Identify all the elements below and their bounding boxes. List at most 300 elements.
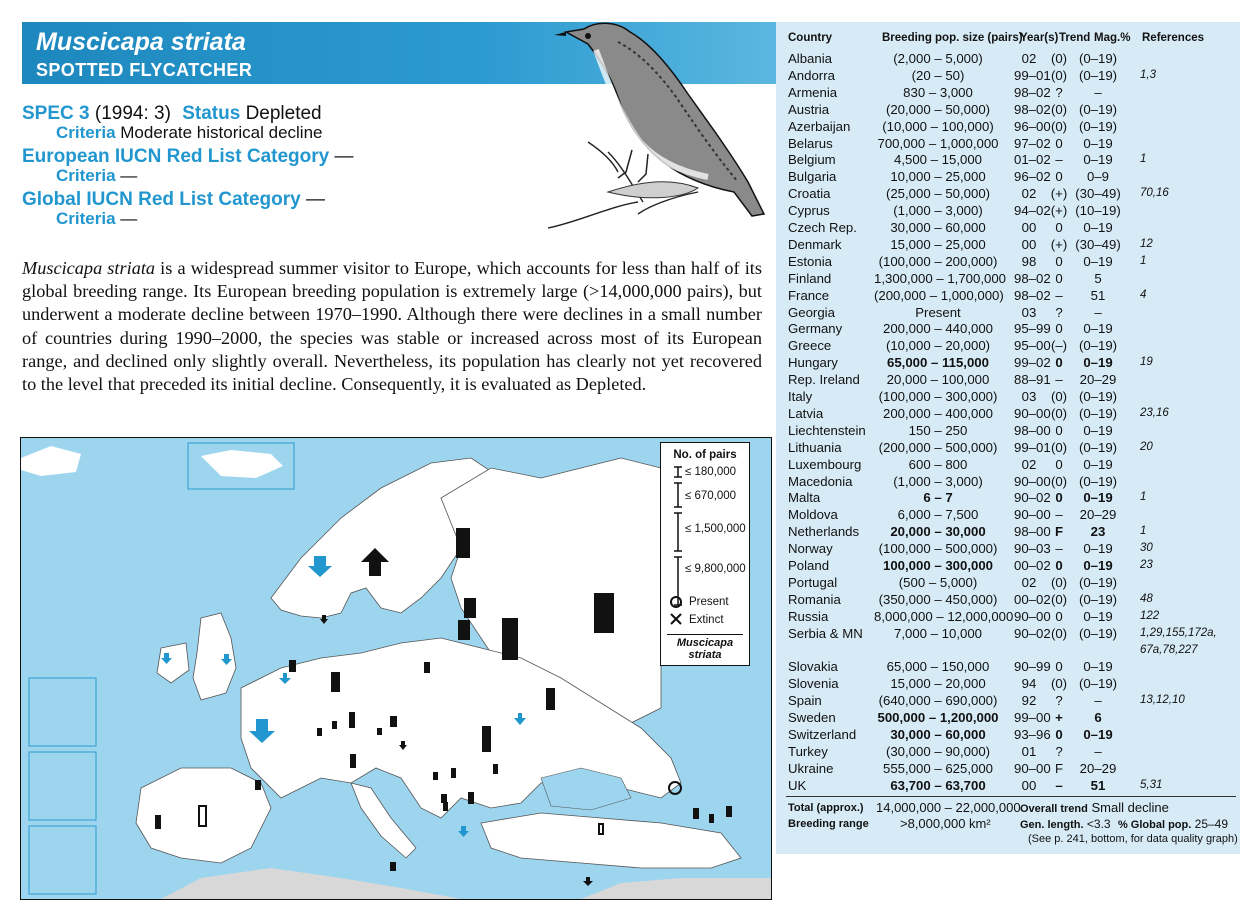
cell-pop: (350,000 – 450,000) — [878, 591, 998, 607]
cell-pop: 15,000 – 20,000 — [890, 676, 986, 692]
cell-pop: 500,000 – 1,200,000 — [877, 710, 999, 726]
cell-pop: 600 – 800 — [908, 456, 968, 472]
cell-refs: 70,16 — [1140, 187, 1169, 200]
cell-mag: 0–19 — [1083, 152, 1113, 168]
land-north-africa — [161, 868, 461, 899]
range-label: Breeding range — [788, 818, 869, 830]
cell-years: 92 — [1021, 693, 1037, 709]
criteria-value: Moderate historical decline — [120, 123, 323, 142]
intro-paragraph — [22, 257, 762, 396]
th-refs: References — [1142, 32, 1205, 44]
cell-country: Serbia & MN — [788, 625, 863, 641]
bird-illustration — [548, 2, 784, 234]
cell-mag: (0–19) — [1078, 473, 1118, 489]
cell-mag: 0–19 — [1083, 355, 1113, 371]
cell-mag: 0–19 — [1083, 558, 1113, 573]
cell-years: 90–99 — [1014, 659, 1051, 675]
cell-years: 98–02 — [1014, 287, 1051, 303]
cell-mag: – — [1094, 693, 1102, 709]
cell-trend: 0 — [1055, 608, 1063, 624]
caspian-sea — [726, 738, 761, 838]
cell-country: Turkey — [788, 743, 828, 759]
cell-years: 94 — [1021, 676, 1037, 692]
cell-country: Russia — [788, 608, 829, 624]
cell-mag: 0–19 — [1083, 659, 1113, 675]
cell-mag: (0–19) — [1078, 67, 1118, 83]
cell-country: Hungary — [788, 355, 838, 371]
cell-trend: (0) — [1050, 67, 1068, 83]
criteria-line — [56, 123, 322, 143]
land-italy — [351, 783, 416, 858]
cell-years: 98–02 — [1014, 84, 1051, 100]
cell-mag: (0–19) — [1078, 591, 1118, 607]
spec-line — [22, 103, 322, 125]
total-value: 14,000,000 – 22,000,000 — [876, 800, 1021, 815]
cell-country: Denmark — [788, 236, 842, 252]
footer-rule — [786, 796, 1236, 797]
cell-pop: 10,000 – 25,000 — [890, 169, 986, 185]
cell-years: 95–00 — [1014, 338, 1051, 354]
cell-country: Bulgaria — [788, 169, 837, 185]
cell-country: Croatia — [788, 186, 831, 202]
cell-trend: – — [1055, 287, 1063, 303]
cell-country: Macedonia — [788, 473, 853, 489]
map-inset-azores — [29, 678, 96, 746]
cell-pop: 1,300,000 – 1,700,000 — [874, 270, 1006, 286]
cell-trend: (0) — [1050, 676, 1068, 692]
cell-years: 00–02 — [1014, 591, 1051, 607]
cell-years: 98 — [1021, 253, 1037, 269]
land-middle-east — [581, 878, 771, 899]
legend-divider — [667, 634, 743, 635]
cell-pop: Present — [915, 304, 961, 320]
cell-country: Austria — [788, 101, 830, 117]
population-table-panel — [776, 22, 1240, 854]
cell-pop: (20 – 50) — [911, 67, 965, 83]
global-criteria-line — [56, 209, 137, 229]
cell-years: 90–00 — [1014, 473, 1051, 489]
legend-scale-bars — [671, 465, 685, 613]
cell-pop: 830 – 3,000 — [903, 84, 973, 100]
cell-country: Norway — [788, 541, 833, 557]
total-label: Total (approx.) — [788, 802, 864, 814]
cell-country: Luxembourg — [788, 456, 862, 472]
land-turkey — [481, 813, 741, 868]
cell-pop: 8,000,000 – 12,000,000 — [874, 608, 1014, 624]
cell-refs: 1 — [1140, 153, 1147, 166]
cell-mag: 51 — [1090, 777, 1106, 793]
cell-pop: 7,000 – 10,000 — [894, 625, 982, 641]
cell-pop: (10,000 – 100,000) — [882, 118, 994, 134]
land-iceland — [21, 446, 81, 476]
spec-label: SPEC 3 — [22, 103, 90, 124]
cell-mag: 0–19 — [1083, 456, 1113, 472]
cell-pop: 700,000 – 1,000,000 — [877, 135, 999, 151]
cell-years: 01–02 — [1014, 152, 1051, 168]
cell-years: 96–00 — [1014, 118, 1051, 134]
gen-value: <3.3 — [1086, 817, 1111, 831]
cell-mag: 5 — [1094, 270, 1102, 286]
legend-extinct: Extinct — [689, 614, 724, 626]
cell-trend: (0) — [1050, 118, 1068, 134]
cell-trend: F — [1054, 760, 1064, 776]
cell-pop: 150 – 250 — [908, 422, 968, 438]
global-iucn-value: — — [305, 189, 325, 210]
cell-country: Lithuania — [788, 439, 842, 455]
cell-country: Netherlands — [788, 524, 860, 540]
cell-pop: (500 – 5,000) — [898, 574, 978, 590]
land-ireland — [157, 643, 189, 683]
cell-mag: – — [1094, 304, 1102, 320]
cell-country: France — [788, 287, 830, 303]
cell-mag: (0–19) — [1078, 439, 1118, 455]
cell-years: 02 — [1021, 456, 1037, 472]
cell-mag: (30–49) — [1075, 236, 1121, 252]
cell-years: 98–02 — [1014, 270, 1051, 286]
cell-trend: 0 — [1055, 270, 1063, 286]
gen-length-line — [1020, 817, 1228, 831]
species-latin-name: Muscicapa striata — [36, 28, 246, 56]
cell-years: 98–00 — [1014, 524, 1051, 540]
cell-refs: 12 — [1140, 237, 1153, 250]
cell-trend: – — [1055, 777, 1063, 793]
intro-text: is a widespread summer visitor to Europe, which accounts for less than half of its global breeding range. Its European breeding population is extremely large (>14,000,000 pairs), but underwent a moderate decline between 1970–1990. Although there were declines in a small number of countries during 1990–2000, the species was stable or increased across most of its European range, and declined only slightly overall. Nevertheless, its population has clearly not yet recovered to the level that preceded its initial decline. Consequently, it is evaluated as Depleted. — [22, 258, 763, 395]
cell-country: Liechtenstein — [788, 422, 866, 438]
cell-years: 02 — [1021, 51, 1037, 66]
cell-trend: (–) — [1050, 338, 1068, 354]
cell-trend: (0) — [1050, 51, 1068, 66]
cell-mag: 20–29 — [1079, 760, 1117, 776]
cell-trend: – — [1055, 507, 1063, 523]
global-criteria-label: Criteria — [56, 209, 116, 228]
cell-pop: 4,500 – 15,000 — [894, 152, 982, 168]
global-pop-label: % Global pop. — [1117, 819, 1192, 831]
cell-refs: 1 — [1140, 491, 1147, 504]
cell-refs: 1 — [1140, 525, 1147, 538]
cell-trend: 0 — [1055, 456, 1063, 472]
cell-years: 00 — [1021, 777, 1037, 793]
legend-item-4: ≤ 9,800,000 — [685, 563, 746, 575]
cell-refs: 20 — [1140, 440, 1153, 453]
cell-trend: F — [1054, 524, 1064, 540]
cell-years: 90–00 — [1014, 507, 1051, 523]
cell-years: 90–00 — [1014, 405, 1051, 421]
cell-country: Switzerland — [788, 727, 857, 742]
cell-pop: (200,000 – 1,000,000) — [874, 287, 1004, 303]
legend-symbols — [669, 595, 685, 627]
cell-trend: 0 — [1055, 169, 1063, 185]
cell-mag: – — [1094, 743, 1102, 759]
cell-years: 95–99 — [1014, 321, 1051, 337]
cell-years: 01 — [1021, 743, 1037, 759]
overall-label: Overall trend — [1020, 803, 1088, 815]
legend-title: No. of pairs — [673, 449, 737, 461]
cell-mag: 0–19 — [1083, 541, 1113, 557]
cell-pop: 30,000 – 60,000 — [890, 220, 986, 235]
cell-refs: 1 — [1140, 254, 1147, 267]
cell-mag: 23 — [1090, 524, 1106, 540]
cell-trend: (0) — [1050, 405, 1068, 421]
legend-item-3: ≤ 1,500,000 — [685, 523, 746, 535]
cell-years: 98–00 — [1014, 422, 1051, 438]
cell-country: Georgia — [788, 304, 835, 320]
cell-years: 99–00 — [1014, 710, 1051, 726]
cell-country: Ukraine — [788, 760, 834, 776]
range-value: >8,000,000 km² — [900, 816, 991, 831]
cell-trend: (0) — [1050, 473, 1068, 489]
cell-country: UK — [788, 777, 807, 793]
cell-years: 99–01 — [1014, 67, 1051, 83]
global-criteria-value: — — [120, 209, 138, 228]
cell-mag: 0–19 — [1083, 422, 1113, 438]
cell-years: 93–96 — [1014, 727, 1051, 742]
cell-years: 00 — [1021, 220, 1037, 235]
cell-refs: 5,31 — [1140, 778, 1163, 791]
cell-country: Belarus — [788, 135, 833, 151]
cell-trend: – — [1055, 152, 1063, 168]
cell-country: Albania — [788, 51, 832, 66]
cell-refs: 4 — [1140, 288, 1147, 301]
cell-mag: (0–19) — [1078, 101, 1118, 117]
eu-iucn-value: — — [334, 146, 354, 167]
cell-years: 00–02 — [1014, 558, 1051, 573]
intro-species: Muscicapa striata — [22, 258, 156, 278]
cell-refs: 23,16 — [1140, 406, 1169, 419]
cell-mag: (0–19) — [1078, 338, 1118, 354]
cell-trend: (0) — [1050, 625, 1068, 641]
cell-mag: (0–19) — [1078, 389, 1118, 404]
cell-mag: 6 — [1094, 710, 1102, 726]
cell-pop: (20,000 – 50,000) — [885, 101, 991, 117]
global-pop-value: 25–49 — [1194, 817, 1229, 831]
cell-mag: (0–19) — [1078, 51, 1118, 66]
cell-pop: 30,000 – 60,000 — [890, 727, 986, 742]
cell-country: Estonia — [788, 253, 832, 269]
cell-years: 03 — [1021, 389, 1037, 404]
cell-trend: 0 — [1055, 490, 1063, 506]
eu-iucn-line — [22, 146, 354, 168]
cell-trend: (0) — [1050, 574, 1068, 590]
cell-pop: (1,000 – 3,000) — [893, 203, 983, 219]
cell-trend: 0 — [1055, 659, 1063, 675]
cell-country: Romania — [788, 591, 841, 607]
cell-country: Poland — [788, 558, 830, 573]
cell-country: Slovakia — [788, 659, 838, 675]
cell-refs: 122 — [1140, 609, 1160, 622]
cell-pop: 20,000 – 100,000 — [886, 372, 990, 388]
cell-pop: 200,000 – 400,000 — [882, 405, 993, 421]
cell-mag: 51 — [1090, 287, 1106, 303]
cell-refs: 23 — [1140, 559, 1153, 571]
legend-item-1: ≤ 180,000 — [685, 466, 737, 478]
status-value: Depleted — [245, 103, 322, 124]
cell-country: Latvia — [788, 405, 824, 421]
cell-trend: 0 — [1055, 422, 1063, 438]
cell-years: 96–02 — [1014, 169, 1051, 185]
status-label: Status — [182, 103, 241, 124]
cell-mag: 0–19 — [1083, 135, 1113, 151]
cell-trend: ? — [1055, 743, 1063, 759]
cell-trend: – — [1055, 372, 1063, 388]
cell-country: Azerbaijan — [788, 118, 851, 134]
map-legend — [660, 442, 750, 666]
cell-trend: 0 — [1055, 355, 1063, 371]
cell-mag: 20–29 — [1079, 372, 1117, 388]
cell-mag: 0–9 — [1086, 169, 1109, 185]
cell-refs: 1,29,155,172a, — [1140, 626, 1217, 639]
cell-years: 94–02 — [1014, 203, 1051, 219]
cell-years: 99–02 — [1014, 355, 1051, 371]
cell-pop: (100,000 – 300,000) — [878, 389, 998, 404]
legend-item-2: ≤ 670,000 — [685, 490, 737, 502]
cell-country: Finland — [788, 270, 832, 286]
cell-pop: 15,000 – 25,000 — [890, 236, 986, 252]
spec-value: (1994: 3) — [94, 103, 171, 124]
cell-country: Slovenia — [788, 676, 839, 692]
cell-country: Italy — [788, 389, 813, 404]
cell-mag: 0–19 — [1083, 253, 1113, 269]
cell-trend: 0 — [1055, 558, 1063, 573]
cell-years: 90–00 — [1014, 760, 1051, 776]
cell-refs: 48 — [1140, 592, 1153, 605]
cell-mag: – — [1094, 84, 1102, 100]
th-country: Country — [788, 32, 833, 44]
cell-mag: (30–49) — [1075, 186, 1121, 202]
cell-pop: (30,000 – 90,000) — [885, 743, 991, 759]
cell-country: Sweden — [788, 710, 836, 726]
cell-country: Portugal — [788, 574, 838, 590]
cell-trend: (+) — [1050, 236, 1068, 252]
eu-criteria-line — [56, 166, 137, 186]
legend-species — [661, 637, 749, 661]
cell-country: Armenia — [788, 84, 838, 100]
cell-refs-continued: 67a,78,227 — [1140, 643, 1198, 656]
cell-country: Czech Rep. — [788, 220, 857, 235]
cell-years: 90–00 — [1014, 608, 1051, 624]
cell-trend: 0 — [1055, 135, 1063, 151]
cell-pop: 63,700 – 63,700 — [890, 777, 986, 793]
cell-trend: (+) — [1050, 186, 1068, 202]
cell-mag: (0–19) — [1078, 676, 1118, 692]
cell-country: Malta — [788, 490, 821, 506]
th-mag: Mag.% — [1094, 32, 1131, 44]
species-common-name: SPOTTED FLYCATCHER — [36, 60, 253, 80]
overall-value: Small decline — [1091, 800, 1169, 815]
cell-pop: 555,000 – 625,000 — [882, 760, 993, 776]
cell-years: 02 — [1021, 186, 1037, 202]
cell-pop: (640,000 – 690,000) — [878, 693, 998, 709]
legend-species-line2: striata — [688, 649, 722, 661]
cell-trend: (0) — [1050, 389, 1068, 404]
cell-refs: 13,12,10 — [1140, 694, 1185, 707]
th-years: Year(s) — [1020, 32, 1059, 44]
cell-trend: 0 — [1055, 253, 1063, 269]
cell-pop: (2,000 – 5,000) — [893, 51, 983, 66]
cell-pop: (1,000 – 3,000) — [893, 473, 983, 489]
legend-species-line1: Muscicapa — [676, 637, 734, 649]
cell-trend: 0 — [1055, 321, 1063, 337]
cell-years: 90–02 — [1014, 490, 1051, 506]
map-inset-canaries — [29, 826, 96, 894]
cell-trend: (0) — [1050, 591, 1068, 607]
cell-country: Rep. Ireland — [788, 372, 860, 388]
cell-pop: (100,000 – 500,000) — [878, 541, 998, 557]
cell-mag: (0–19) — [1078, 118, 1118, 134]
cell-pop: (25,000 – 50,000) — [885, 186, 991, 202]
cell-years: 97–02 — [1014, 135, 1051, 151]
cell-mag: (0–19) — [1078, 574, 1118, 590]
global-iucn-label: Global IUCN Red List Category — [22, 189, 301, 210]
cell-mag: (0–19) — [1078, 625, 1118, 641]
eu-iucn-label: European IUCN Red List Category — [22, 146, 330, 167]
cell-pop: 20,000 – 30,000 — [890, 524, 986, 540]
legend-present: Present — [689, 596, 729, 608]
cell-pop: 6,000 – 7,500 — [897, 507, 979, 523]
cell-country: Belgium — [788, 152, 836, 168]
cell-country: Germany — [788, 321, 843, 337]
data-quality-note: (See p. 241, bottom, for data quality graph) — [1028, 833, 1238, 845]
cell-pop: 100,000 – 300,000 — [882, 558, 993, 573]
cell-pop: (10,000 – 20,000) — [885, 338, 991, 354]
map-inset-madeira — [29, 752, 96, 820]
cell-trend: 0 — [1055, 727, 1063, 742]
cell-pop: (100,000 – 200,000) — [878, 253, 998, 269]
cell-country: Andorra — [788, 67, 835, 83]
cell-mag: 0–19 — [1083, 321, 1113, 337]
criteria-label: Criteria — [56, 123, 116, 142]
cell-mag: 20–29 — [1079, 507, 1117, 523]
cell-years: 02 — [1021, 574, 1037, 590]
cell-years: 90–03 — [1014, 541, 1051, 557]
cell-trend: ? — [1055, 84, 1063, 100]
cell-mag: 0–19 — [1083, 220, 1113, 235]
cell-trend: – — [1055, 541, 1063, 557]
gen-label: Gen. length. — [1020, 819, 1084, 831]
land-great-britain — [193, 613, 236, 700]
cell-mag: (10–19) — [1075, 203, 1121, 219]
cell-country: Cyprus — [788, 203, 830, 219]
cell-mag: 0–19 — [1083, 727, 1113, 742]
cell-pop: (200,000 – 500,000) — [878, 439, 998, 455]
cell-trend: (+) — [1050, 203, 1068, 219]
th-pop: Breeding pop. size (pairs) — [882, 32, 1023, 44]
cell-years: 00 — [1021, 236, 1037, 252]
cell-trend: ? — [1055, 693, 1063, 709]
cell-refs: 19 — [1140, 356, 1153, 369]
cell-pop: 6 – 7 — [923, 490, 953, 506]
cell-country: Moldova — [788, 507, 838, 523]
cell-mag: (0–19) — [1078, 405, 1118, 421]
cell-mag: 0–19 — [1083, 608, 1113, 624]
cell-pop: 200,000 – 440,000 — [882, 321, 993, 337]
global-iucn-line — [22, 189, 325, 211]
cell-country: Spain — [788, 693, 822, 709]
cell-refs: 30 — [1140, 542, 1153, 555]
cell-pop: 65,000 – 115,000 — [887, 355, 989, 371]
cell-years: 88–91 — [1014, 372, 1051, 388]
cell-refs: 1,3 — [1140, 68, 1156, 81]
eu-criteria-value: — — [120, 166, 138, 185]
cell-mag: 0–19 — [1083, 490, 1113, 506]
cell-pop: 65,000 – 150,000 — [886, 659, 990, 675]
th-trend: Trend — [1059, 32, 1091, 44]
cell-trend: (0) — [1050, 439, 1068, 455]
cell-trend: 0 — [1055, 220, 1063, 235]
cell-country: Greece — [788, 338, 832, 354]
cell-trend: (0) — [1050, 101, 1068, 117]
overall-trend — [1020, 800, 1169, 815]
cell-years: 03 — [1021, 304, 1037, 320]
